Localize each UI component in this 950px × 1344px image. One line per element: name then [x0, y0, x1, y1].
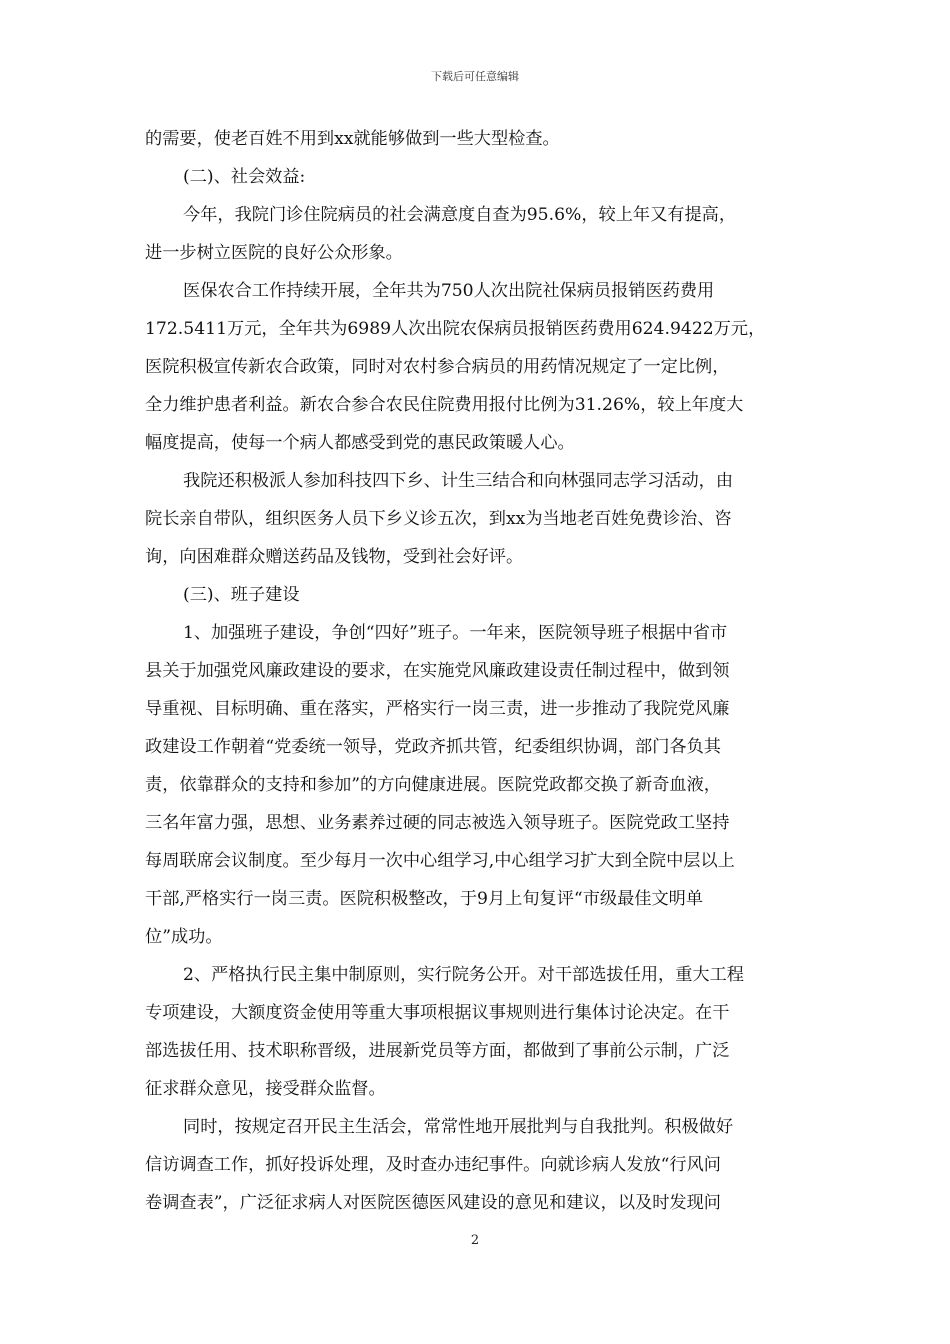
text-line: 询，向困难群众赠送药品及钱物，受到社会好评。 [145, 547, 524, 567]
text-line: 进一步树立医院的良好公众形象。 [145, 243, 403, 263]
text-line: 医保农合工作持续开展，全年共为750人次出院社保病员报销医药费用 [183, 281, 715, 301]
text-line: 征求群众意见，接受群众监督。 [145, 1079, 386, 1099]
text-line: 责，依靠群众的支持和参加”的方向健康进展。医院党政都交换了新奇血液， [145, 775, 721, 795]
text-line: 2、严格执行民主集中制原则，实行院务公开。对干部选拔任用，重大工程 [183, 965, 744, 985]
text-line: 1、加强班子建设，争创“四好”班子。一年来，医院领导班子根据中省市 [183, 623, 728, 643]
text-line: 部选拔任用、技术职称晋级，进展新党员等方面，都做到了事前公示制，广泛 [145, 1041, 730, 1061]
page-number: 2 [470, 1233, 480, 1248]
text-line: 医院积极宣传新农合政策，同时对农村参合病员的用药情况规定了一定比例， [145, 357, 730, 377]
text-line: 全力维护患者利益。新农合参合农民住院费用报付比例为31.26%，较上年度大 [145, 395, 744, 415]
text-line: 位”成功。 [145, 927, 223, 947]
text-line: 172.5411万元，全年共为6989人次出院农保病员报销医药费用624.9422万元， [145, 319, 766, 339]
text-line: 每周联席会议制度。至少每月一次中心组学习,中心组学习扩大到全院中层以上 [145, 851, 735, 871]
text-line: 同时，按规定召开民主生活会，常常性地开展批判与自我批判。积极做好 [183, 1117, 734, 1137]
page-header: 下载后可任意编辑 [431, 70, 519, 83]
text-line: 县关于加强党风廉政建设的要求，在实施党风廉政建设责任制过程中，做到领 [145, 661, 730, 681]
text-line: 幅度提高，使每一个病人都感受到党的惠民政策暖人心。 [145, 433, 575, 453]
text-line: 院长亲自带队，组织医务人员下乡义诊五次，到xx为当地老百姓免费诊治、咨 [145, 509, 732, 529]
text-line: 今年，我院门诊住院病员的社会满意度自查为95.6%，较上年又有提高， [183, 205, 737, 225]
text-line: 的需要，使老百姓不用到xx就能够做到一些大型检查。 [145, 129, 560, 149]
text-line: 干部,严格实行一岗三责。医院积极整改，于9月上旬复评“市级最佳文明单 [145, 889, 704, 909]
text-line: 专项建设，大额度资金使用等重大事项根据议事规则进行集体讨论决定。在干 [145, 1003, 730, 1023]
text-line: 卷调查表”，广泛征求病人对医院医德医风建设的意见和建议，以及时发现问 [145, 1193, 721, 1213]
text-line: (二)、社会效益: [183, 167, 306, 187]
text-line: 信访调查工作，抓好投诉处理，及时查办违纪事件。向就诊病人发放“行风问 [145, 1155, 721, 1175]
text-line: 我院还积极派人参加科技四下乡、计生三结合和向林强同志学习活动，由 [183, 471, 734, 491]
text-line: 导重视、目标明确、重在落实，严格实行一岗三责，进一步推动了我院党风廉 [145, 699, 730, 719]
text-line: (三)、班子建设 [183, 585, 300, 605]
document-body [145, 120, 807, 1222]
text-line: 政建设工作朝着“党委统一领导，党政齐抓共管，纪委组织协调，部门各负其 [145, 737, 721, 757]
text-line: 三名年富力强，思想、业务素养过硬的同志被选入领导班子。医院党政工坚持 [145, 813, 730, 833]
